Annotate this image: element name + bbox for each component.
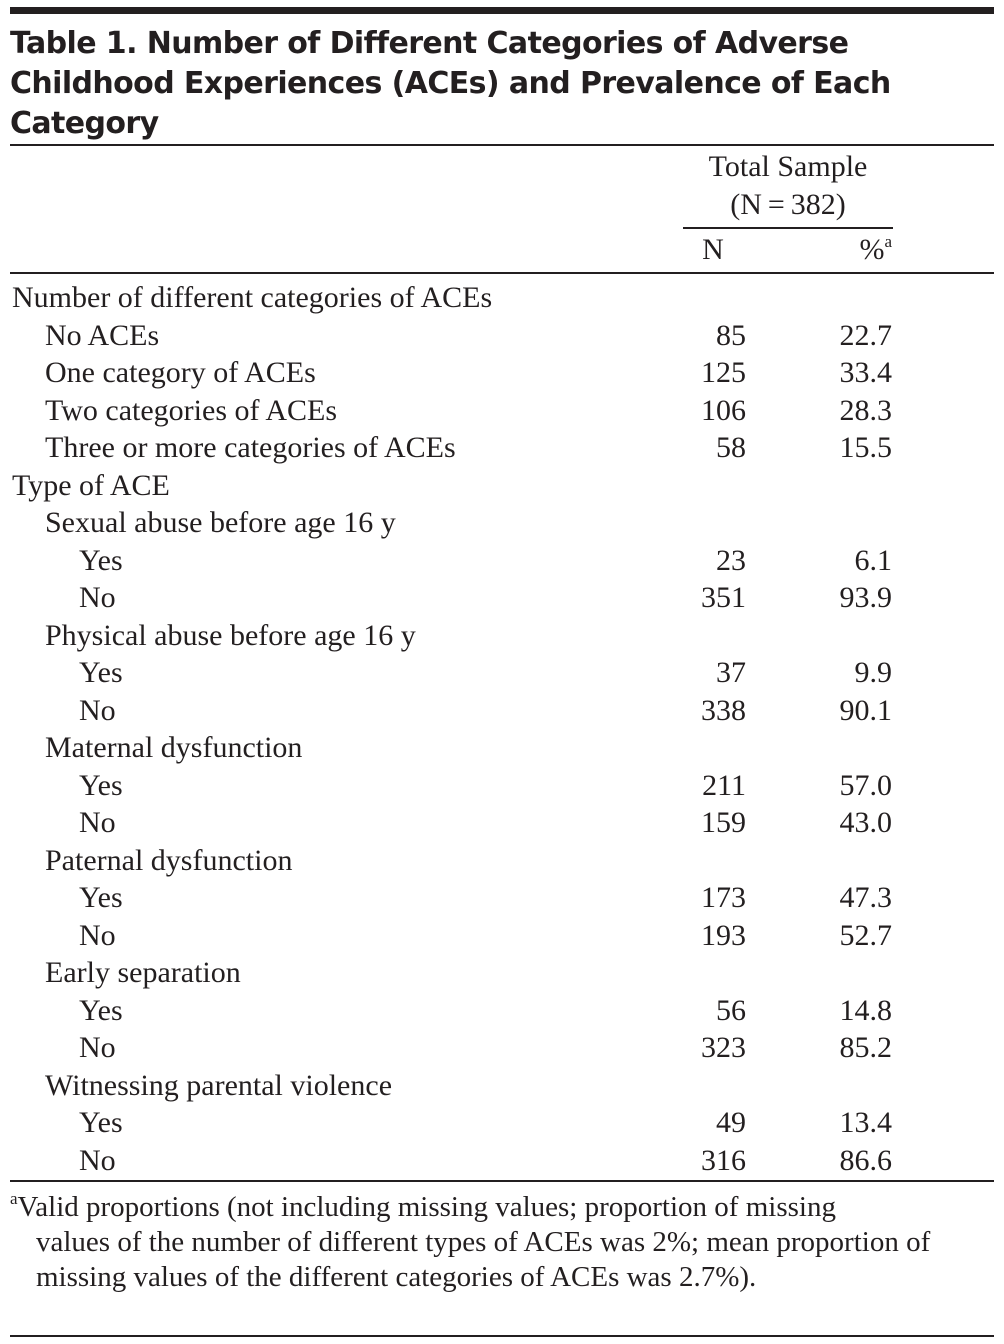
category-label: One category of ACEs xyxy=(45,356,316,389)
n-value: 211 xyxy=(702,768,746,802)
n-value: 173 xyxy=(701,881,746,914)
table-footnote xyxy=(10,1190,985,1295)
table-row xyxy=(0,692,1004,730)
percent-value: 14.8 xyxy=(839,993,892,1027)
table-row xyxy=(0,729,1004,767)
percent-value: 52.7 xyxy=(839,918,892,952)
category-label: Three or more categories of ACEs xyxy=(45,431,456,464)
footnote-marker: a xyxy=(10,1189,18,1208)
percent-value: 28.3 xyxy=(839,393,892,427)
n-value: 58 xyxy=(716,431,746,464)
percent-value: 15.5 xyxy=(839,431,892,464)
section-label: Type of ACE xyxy=(12,468,170,502)
table-title: Table 1. Number of Different Categories of Adverse Childhood Experiences (ACEs) and Prevalence of Each Category xyxy=(10,26,891,141)
table-row xyxy=(0,429,1004,467)
top-rule xyxy=(10,7,994,14)
table-row xyxy=(0,354,1004,392)
response-label: Yes xyxy=(79,881,123,914)
percent-value: 93.9 xyxy=(839,581,892,614)
response-label: No xyxy=(79,693,116,727)
percent-value: 47.3 xyxy=(839,881,892,914)
category-label: Paternal dysfunction xyxy=(45,843,293,877)
category-label: No ACEs xyxy=(45,318,160,352)
table-row xyxy=(0,1142,1004,1180)
response-label: No xyxy=(79,1031,116,1064)
n-value: 193 xyxy=(701,918,746,952)
table-row xyxy=(0,1067,1004,1105)
category-label: Witnessing parental violence xyxy=(45,1068,393,1102)
response-label: No xyxy=(79,581,116,614)
percent-value: 90.1 xyxy=(839,693,892,727)
table-row xyxy=(0,954,1004,992)
percent-value: 85.2 xyxy=(839,1031,892,1064)
table-row xyxy=(0,654,1004,692)
table-row xyxy=(0,392,1004,430)
table-row xyxy=(0,617,1004,655)
percent-footnote-marker: a xyxy=(884,232,892,251)
response-label: Yes xyxy=(79,1106,123,1139)
response-label: Yes xyxy=(79,993,123,1027)
table-row xyxy=(0,1029,1004,1067)
sample-size-label: (N = 382) xyxy=(730,188,846,221)
table-row xyxy=(0,279,1004,317)
n-value: 49 xyxy=(716,1106,746,1139)
table-row xyxy=(0,879,1004,917)
body-end-rule xyxy=(10,1180,994,1182)
table-body xyxy=(0,279,1004,1179)
percent-value: 22.7 xyxy=(839,318,892,352)
percent-value: 33.4 xyxy=(839,356,892,389)
n-value: 351 xyxy=(701,581,746,614)
table-row xyxy=(0,842,1004,880)
n-value: 125 xyxy=(701,356,746,389)
column-header-n: N xyxy=(702,233,724,266)
n-value: 159 xyxy=(701,806,746,839)
category-label: Two categories of ACEs xyxy=(45,393,338,427)
percent-value: 9.9 xyxy=(854,656,892,689)
response-label: No xyxy=(79,806,116,839)
table-row xyxy=(0,317,1004,355)
response-label: Yes xyxy=(79,768,123,802)
bottom-rule xyxy=(10,1335,994,1337)
column-header-percent xyxy=(800,231,892,269)
column-group-header: Total Sample xyxy=(708,150,868,183)
category-label: Physical abuse before age 16 y xyxy=(45,618,416,652)
section-label: Number of different categories of ACEs xyxy=(12,281,493,314)
n-value: 23 xyxy=(716,543,746,577)
percent-symbol: % xyxy=(859,233,885,266)
n-value: 37 xyxy=(716,656,746,689)
response-label: No xyxy=(79,1143,116,1177)
category-label: Early separation xyxy=(45,956,241,989)
footnote-continuation: values of the number of different types of ACEs was 2%; mean proportion of missing values of the different categories of ACEs was 2.7%). xyxy=(36,1226,931,1293)
table-row xyxy=(0,767,1004,805)
category-label: Sexual abuse before age 16 y xyxy=(45,506,396,539)
percent-value: 13.4 xyxy=(839,1106,892,1139)
percent-value: 43.0 xyxy=(839,806,892,839)
table-row xyxy=(0,542,1004,580)
response-label: Yes xyxy=(79,656,123,689)
percent-value: 86.6 xyxy=(839,1143,892,1177)
table-row xyxy=(0,467,1004,505)
table-row xyxy=(0,992,1004,1030)
n-value: 323 xyxy=(701,1031,746,1064)
table-row xyxy=(0,804,1004,842)
table-row xyxy=(0,504,1004,542)
header-rule xyxy=(10,272,994,274)
percent-value: 6.1 xyxy=(854,543,892,577)
n-value: 85 xyxy=(716,318,746,352)
footnote-first-line: $^a$Valid proportions (not including missing values; proportion of missing xyxy=(10,1189,836,1223)
table-row xyxy=(0,917,1004,955)
response-label: No xyxy=(79,918,116,952)
n-value: 106 xyxy=(701,393,746,427)
category-label: Maternal dysfunction xyxy=(45,731,303,764)
title-rule xyxy=(10,144,994,146)
percent-value: 57.0 xyxy=(839,768,892,802)
n-value: 316 xyxy=(701,1143,746,1177)
table-row xyxy=(0,579,1004,617)
response-label: Yes xyxy=(79,543,123,577)
n-value: 338 xyxy=(701,693,746,727)
n-value: 56 xyxy=(716,993,746,1027)
table-row xyxy=(0,1104,1004,1142)
column-group-rule xyxy=(683,227,893,229)
